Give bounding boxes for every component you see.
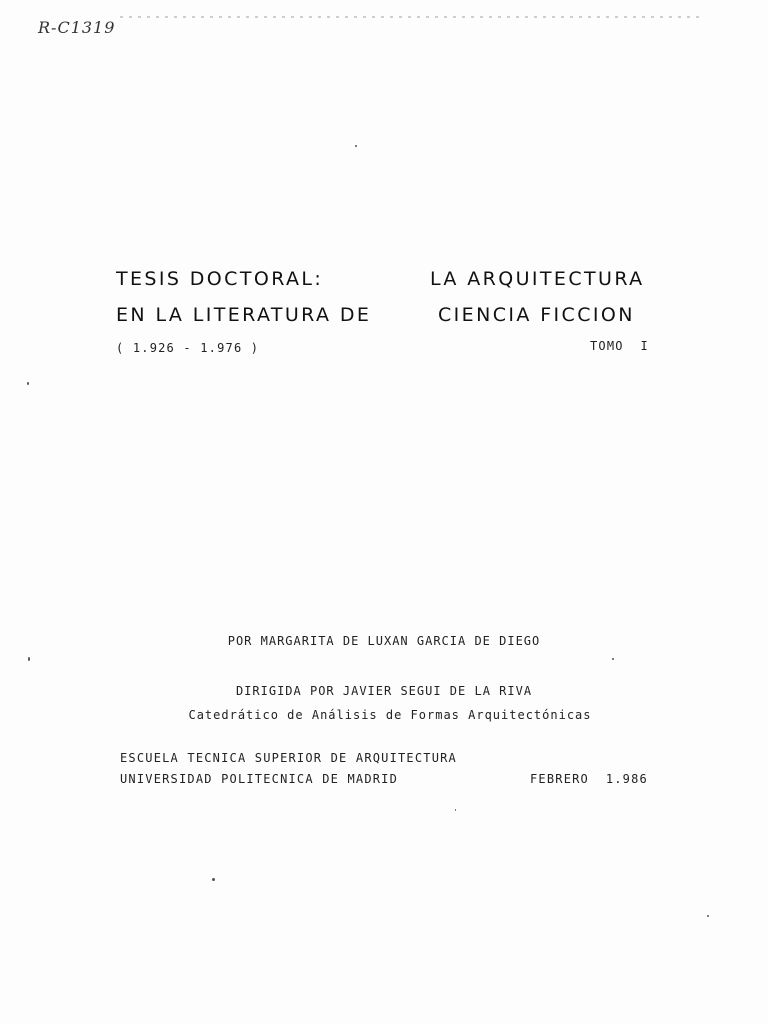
volume-label: TOMO I <box>590 339 649 353</box>
handwritten-catalog-mark: R-C1319 <box>38 18 116 37</box>
scan-speck <box>28 657 30 661</box>
scan-speck <box>212 878 215 881</box>
title-line1-right: LA ARQUITECTURA <box>430 268 645 290</box>
year-range: ( 1.926 - 1.976 ) <box>116 341 260 355</box>
scan-artifact-line <box>120 16 700 18</box>
scan-speck <box>27 382 29 385</box>
director-line: DIRIGIDA POR JAVIER SEGUI DE LA RIVA <box>235 684 533 698</box>
director-title-line: Catedrático de Análisis de Formas Arquitectónicas <box>188 708 592 722</box>
submission-date: FEBRERO 1.986 <box>530 772 648 786</box>
university-name: UNIVERSIDAD POLITECNICA DE MADRID <box>120 772 399 786</box>
author-line: POR MARGARITA DE LUXAN GARCIA DE DIEGO <box>227 634 541 648</box>
title-line2-left: EN LA LITERATURA DE <box>116 304 372 326</box>
scan-speck <box>707 915 709 917</box>
scan-speck <box>455 809 456 811</box>
title-line1-left: TESIS DOCTORAL: <box>116 268 324 290</box>
scan-speck <box>612 658 614 660</box>
title-line2-right: CIENCIA FICCION <box>438 304 635 326</box>
school-name: ESCUELA TECNICA SUPERIOR DE ARQUITECTURA <box>120 751 457 765</box>
scan-speck <box>355 145 357 147</box>
